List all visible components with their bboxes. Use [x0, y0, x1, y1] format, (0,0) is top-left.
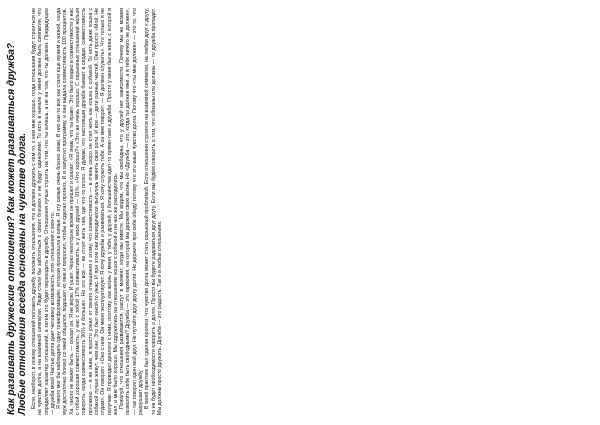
- paragraph: Я много мог бы наблюдать одну трансформацию, которая произошла в семье. Я эту семью очень близко знаю. В них как-то все как стали еще мужем и женой, когда муж достаточно близко со мной общался, подошел ко мне и попросил, чтобы я сделал прогноз. И я запустил программу, и она выдала совместимость 100 процентов. Ха, такого не может быть, — сказал он. Я не верю. И ушел. Через некоторое время он пришел и сказал: «Я знаю, что ты прав». Это было видно в совместимости у нас с тобой хорошая совместимость, у нас с тобой 17% совместимость, а у моих друзей — 91%. «Что хорошо?» «Это не очень хорошо. С серьезных отношений нельзя говорить, когда совместимость 90% и больше». Но это все — не стоит жить там, где что-то плохо. Я думаю, что настоящая дружба бывает в сердце, совместимость положено — я не знаю, я просто узнал от своего отношения к этому, что совместимость — в очень скоро он стал жить как кошка с собакой. То есть даже кошка с собакой лучше живут, чем они. Это был какой-то ужас. И при этом они периодически пытались менять свои роли. И все — дети разных частей. Они просто «Мой, Не отдам». Он говорил: «Оно с ним. Он меня эксплуатирует. Я хочу дружбы и развиваться. Я хочу служить тебе. А он мне говорит: — Я должен служить». Что только я не получаю. Я проводил диалоги с ними, поэтому, как жизнь у меня, у тебя, у друзей, у большинства идет-то прямо-таки к дружбе. Просто у меня была жена, с которой я жил, и мне было хорошо. Мы сдружились на отношениях кошки с собакой и на них же расходились.: [56, 8, 119, 415]
- article-title: Как развивать дружеские отношения? Как может развиваться дружба? Любые отношения всегда основаны на чувстве долга.: [6, 43, 28, 415]
- paragraph: Если, наоборот, в основу отношений положить дружбу, положить отношения, что я должен дружить с кем-то, с кем мне хорошо, тогда отношения будут строиться не на чувстве долга, а на взаимной симпатии. Люди стали бы заботиться о своих близких и не будут одинокими. То есть в начале у меня должна быть симпатия, что определяет характер отношений, а затем это будет переходить в дружбу. Отношения лучше строить на том, что ты хочешь, а не на том, что ты должен. Предыдущее — дружба моей Частью долга дает человеку возможность этих отношения с кем-то.: [31, 8, 56, 415]
- paragraph: В моей практике был сделан прогноз, что чувство долга может стать серьезной проблемой. Если отношения строятся на взаимной симпатии, на любви друг к другу, то не будет необходимости говорить о долге. Просто вы будете радоваться друг другу. Если мы будем говорить о том, что обязаны или должны — то дружба пропадет. Мы должны просто дружить. Дружба — это радость. Так и в любых отношениях.: [144, 8, 163, 415]
- paragraph: Пожалуй, что отношения развиваются, растут в момент, когда мы вместе. Мы видим, что мы свободны, что у друзей нет зависимости. Почему мы не можем позволить себе быть свободными? Дружба — это гармония, на которой мы держим свою жизнь. Но «Дружба — это, когда ты должен мне, а я тебе ничего не должен», — так говорил один мой друг. Не путайте друг другу долги. Не держите при себе обиду, потому что это ваше чувство долга. Потому что «ты мне должен» — это то, что разрушает дружбу.: [119, 8, 145, 415]
